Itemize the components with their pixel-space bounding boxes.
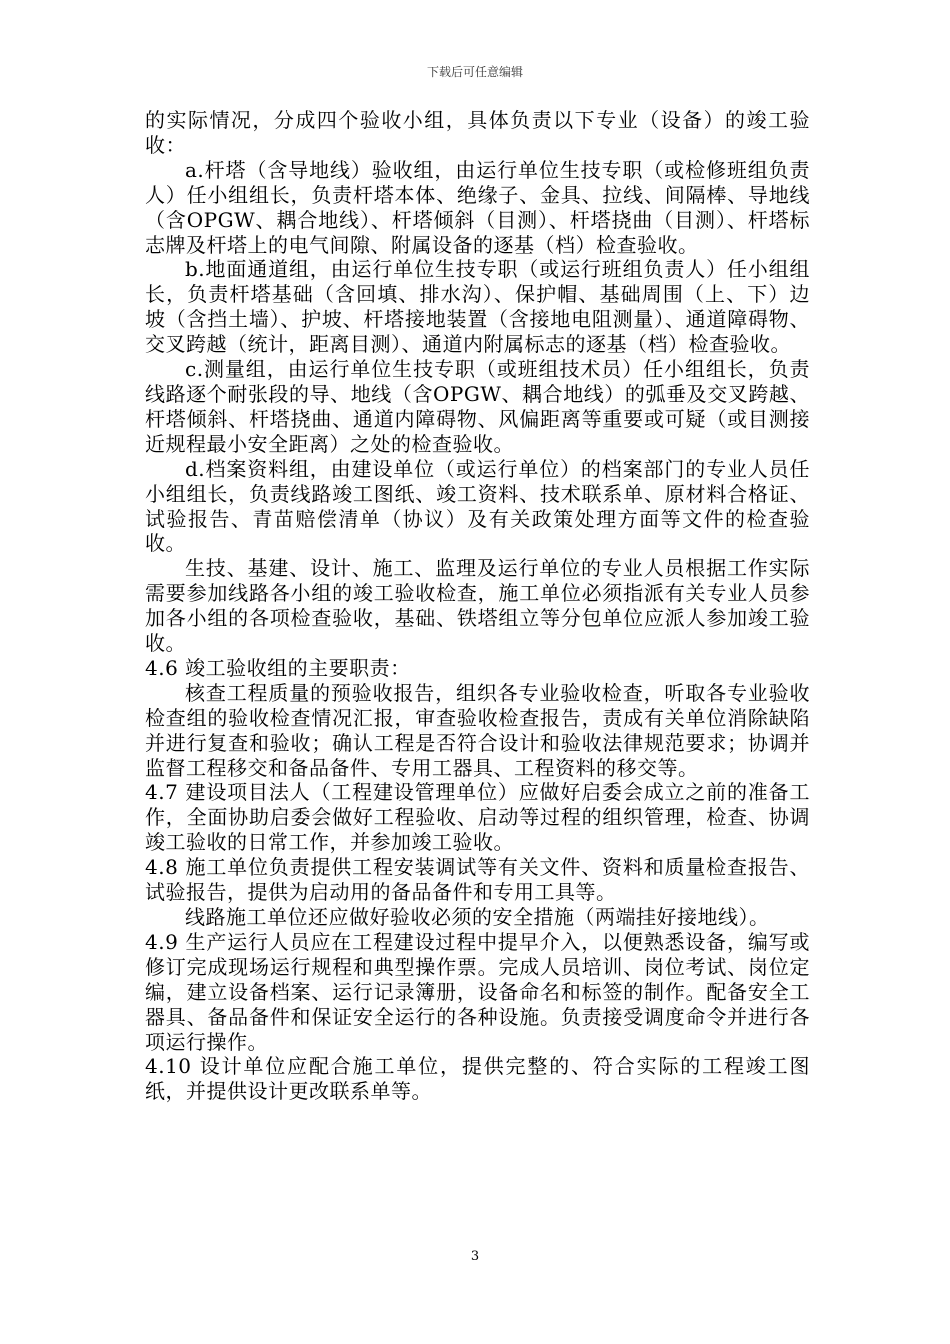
body-paragraph: 4.9 生产运行人员应在工程建设过程中提早介入，以便熟悉设备，编写或修订完成现场运行规程和典型操作票。完成人员培训、岗位考试、岗位定编，建立设备档案、运行记录簿册，设备命名和标签的制作。配备安全工器具、备品备件和保证安全运行的各种设施。负责接受调度命令并进行各项运行操作。: [145, 929, 810, 1054]
body-paragraph: 4.10 设计单位应配合施工单位，提供完整的、符合实际的工程竣工图纸，并提供设计更改联系单等。: [145, 1054, 810, 1104]
page-header: 下载后可任意编辑: [426, 65, 523, 79]
body-paragraph: b.地面通道组，由运行单位生技专职（或运行班组负责人）任小组组长，负责杆塔基础（含回填、排水沟）、保护帽、基础周围（上、下）边坡（含挡土墙）、护坡、杆塔接地装置（含接地电阻测量）、通道障碍物、交叉跨越（统计，距离目测）、通道内附属标志的逐基（档）检查验收。: [145, 257, 810, 357]
body-paragraph: 生技、基建、设计、施工、监理及运行单位的专业人员根据工作实际需要参加线路各小组的竣工验收检查，施工单位必须指派有关专业人员参加各小组的各项检查验收，基础、铁塔组立等分包单位应派人参加竣工验收。: [145, 556, 810, 656]
body-paragraph: a.杆塔（含导地线）验收组，由运行单位生技专职（或检修班组负责人）任小组组长，负责杆塔本体、绝缘子、金具、拉线、间隔棒、导地线（含OPGW、耦合地线）、杆塔倾斜（目测）、杆塔挠曲（目测）、杆塔标志牌及杆塔上的电气间隙、附属设备的逐基（档）检查验收。: [145, 157, 810, 257]
body-paragraph: d.档案资料组，由建设单位（或运行单位）的档案部门的专业人员任小组组长，负责线路竣工图纸、竣工资料、技术联系单、原材料合格证、试验报告、青苗赔偿清单（协议）及有关政策处理方面等文件的检查验收。: [145, 456, 810, 556]
body-paragraph: 4.8 施工单位负责提供工程安装调试等有关文件、资料和质量检查报告、试验报告，提供为启动用的备品备件和专用工具等。: [145, 855, 810, 905]
page-number: 3: [470, 1249, 480, 1264]
body-paragraph: 的实际情况，分成四个验收小组，具体负责以下专业（设备）的竣工验收：: [145, 108, 810, 157]
body-paragraph: 4.7 建设项目法人（工程建设管理单位）应做好启委会成立之前的准备工作，全面协助启委会做好工程验收、启动等过程的组织管理，检查、协调竣工验收的日常工作，并参加竣工验收。: [145, 780, 810, 855]
body-paragraph: 线路施工单位还应做好验收必须的安全措施（两端挂好接地线）。: [185, 905, 770, 929]
body-paragraph: c.测量组，由运行单位生技专职（或班组技术员）任小组组长，负责线路逐个耐张段的导、地线（含OPGW、耦合地线）的弧垂及交叉跨越、杆塔倾斜、杆塔挠曲、通道内障碍物、风偏距离等重要或可疑（或目测接近规程最小安全距离）之处的检查验收。: [145, 357, 810, 456]
body-paragraph: 4.6 竣工验收组的主要职责：: [145, 655, 411, 680]
body-paragraph: 核查工程质量的预验收报告，组织各专业验收检查，听取各专业验收检查组的验收检查情况汇报，审查验收检查报告，责成有关单位消除缺陷并进行复查和验收；确认工程是否符合设计和验收法律规范要求；协调并监督工程移交和备品备件、专用工器具、工程资料的移交等。: [145, 680, 810, 780]
document-body: [145, 108, 810, 1104]
